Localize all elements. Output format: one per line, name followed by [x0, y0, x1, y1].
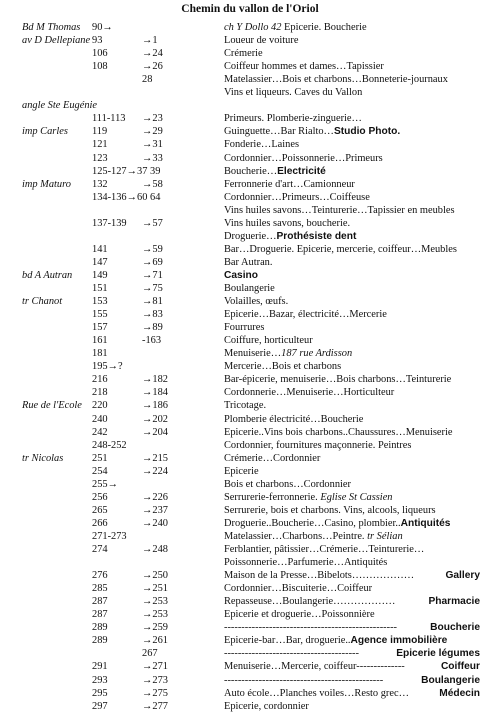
description-text: Menuiserie… — [224, 348, 282, 360]
business-highlight-right: Gallery — [445, 570, 480, 582]
description-text: tr Sélian — [367, 530, 403, 542]
description-text: Guinguette…Bar Rialto… — [224, 126, 334, 138]
new-number: →71 — [142, 269, 163, 281]
old-number: 240 — [92, 413, 108, 425]
description-text: Loueur de voiture — [224, 35, 299, 47]
old-number: 254 — [92, 465, 108, 477]
old-number: 132 — [92, 178, 108, 190]
old-number: 216 — [92, 374, 108, 386]
new-number: →253 — [142, 596, 168, 608]
description-text: Bar-épicerie, menuiserie…Bois charbons…Teinturerie — [224, 374, 452, 386]
old-number: 251 — [92, 452, 108, 464]
description-text: Boucherie… — [224, 165, 278, 177]
description-text: -------------------------------------------------- — [224, 622, 398, 634]
old-number: 265 — [92, 504, 108, 516]
description-text: Vins et liqueurs. Caves du Vallon — [224, 87, 363, 99]
description-text: Cordonnier, fournitures maçonnerie. Peintres — [224, 439, 412, 451]
new-number: →59 — [142, 243, 163, 255]
street-name: av D Dellepiane — [22, 35, 91, 47]
description-text: Ferronnerie d'art…Camionneur — [224, 178, 355, 190]
description-text: Matelassier…Bois et charbons…Bonneterie-journaux — [224, 74, 448, 86]
description-text: Epicerie. Boucherie — [281, 22, 367, 33]
description-text: Vins huiles savons, boucherie. — [224, 217, 351, 229]
new-number: →81 — [142, 296, 163, 308]
old-number: 293 — [92, 674, 108, 686]
description-text: Epicerie et droguerie…Poissonnière — [224, 609, 375, 621]
new-number: →277 — [142, 700, 168, 712]
business-highlight: Electricité — [277, 165, 326, 177]
description-text: Plomberie électricité…Boucherie — [224, 413, 364, 425]
new-number: 28 — [142, 74, 153, 86]
old-number: 134-136→60 64 — [92, 191, 161, 203]
street-name: Bd M Thomas — [22, 22, 81, 33]
old-number: 90→ — [92, 22, 113, 33]
old-number: 242 — [92, 426, 108, 438]
old-number: 291 — [92, 661, 108, 673]
description-text: Cordonnier…Primeurs…Coiffeuse — [224, 191, 370, 203]
street-name: tr Chanot — [22, 296, 63, 308]
new-number: →240 — [142, 517, 168, 529]
description-text: Coiffure, horticulteur — [224, 335, 313, 347]
old-number: 125-127→37 39 — [92, 165, 161, 177]
description-text: Auto école…Planches voiles…Resto grec… — [224, 687, 409, 699]
new-number: →89 — [142, 322, 163, 334]
street-name: angle Ste Eugénie — [22, 100, 98, 112]
old-number: 295 — [92, 687, 108, 699]
new-number: →202 — [142, 413, 168, 425]
description-text: Droguerie..Boucherie…Casino, plombier.. — [224, 517, 401, 529]
business-highlight-right: Boucherie — [430, 622, 480, 634]
new-number: →33 — [142, 152, 163, 164]
description-text: Cordonnier…Poissonnerie…Primeurs — [224, 152, 383, 164]
description-text: Mercerie…Bois et charbons — [224, 361, 342, 373]
business-highlight: Studio Photo. — [333, 126, 401, 138]
new-number: →31 — [142, 139, 163, 151]
old-number: 137-139 — [92, 217, 127, 229]
description-text: Epicerie — [224, 465, 259, 477]
description-text: Ferblantier, pâtissier…Crémerie…Teinturerie… — [224, 544, 425, 555]
old-number: 266 — [92, 517, 108, 529]
new-number: →224 — [142, 465, 168, 477]
description-text: Fourrures — [224, 322, 265, 334]
description-text: Droguerie… — [224, 230, 277, 242]
business-highlight-right: Médecin — [439, 687, 480, 699]
old-number: 111-113 — [92, 113, 126, 125]
new-number: →184 — [142, 387, 168, 399]
old-number: 220 — [92, 400, 108, 412]
old-number: 248-252 — [92, 439, 127, 451]
old-number: 285 — [92, 583, 108, 595]
description-text: Epicerie..Vins bois charbons..Chaussures…Menuiserie — [224, 426, 453, 438]
description-text: Boulangerie — [224, 283, 275, 294]
description-text: ---------------------------------------------- — [224, 674, 384, 686]
old-number: 161 — [92, 335, 108, 347]
new-number: →1 — [142, 35, 158, 47]
description-text: Serrurerie-ferronnerie. — [224, 491, 321, 503]
new-number: 267 — [142, 648, 158, 660]
old-number: 155 — [92, 309, 108, 321]
street-name: tr Nicolas — [22, 452, 64, 464]
description-text: 187 rue Ardisson — [281, 348, 353, 360]
new-number: -163 — [142, 335, 162, 347]
old-number: 153 — [92, 296, 108, 308]
description-text: Crémerie — [224, 48, 263, 60]
description-text: ch Y Dollo 42 — [224, 22, 282, 33]
old-number: 106 — [92, 48, 108, 60]
old-number: 287 — [92, 609, 108, 621]
description-text: Epicerie…Bazar, électricité…Mercerie — [224, 309, 387, 321]
description-text: Coiffeur hommes et dames…Tapissier — [224, 61, 384, 73]
new-number: →23 — [142, 113, 163, 125]
description-text: Poissonnerie…Parfumerie…Antiquités — [224, 557, 388, 569]
new-number: →75 — [142, 283, 163, 294]
business-highlight: Agence immobilière — [350, 635, 448, 647]
description-text: Epicerie-bar…Bar, droguerie.. — [224, 635, 351, 647]
description-text: Bar Autran. — [224, 256, 273, 268]
old-number: 297 — [92, 700, 108, 712]
old-number: 108 — [92, 61, 108, 73]
business-highlight-right: Boulangerie — [421, 674, 480, 686]
business-highlight: Antiquités — [400, 517, 451, 529]
description-text: Primeurs. Plomberie-zinguerie… — [224, 113, 362, 125]
old-number: 274 — [92, 544, 108, 555]
old-number: 141 — [92, 243, 108, 255]
new-number: →271 — [142, 661, 168, 673]
description-text: Matelassier…Charbons…Peintre. — [224, 530, 368, 542]
street-name: bd A Autran — [22, 269, 73, 281]
old-number: 149 — [92, 269, 108, 281]
new-number: →69 — [142, 256, 163, 268]
new-number: →58 — [142, 178, 163, 190]
old-number: 271-273 — [92, 530, 127, 542]
old-number: 119 — [92, 126, 108, 138]
old-number: 255→ — [92, 478, 118, 490]
new-number: →182 — [142, 374, 168, 386]
description-text: Menuiserie…Mercerie, coiffeur-------------- — [224, 661, 405, 673]
description-text: Cordonnerie…Menuiserie…Horticulteur — [224, 387, 395, 399]
new-number: →26 — [142, 61, 163, 73]
new-number: →248 — [142, 544, 168, 555]
table-row — [0, 699, 500, 715]
description-text: Fonderie…Laines — [224, 139, 300, 151]
business-highlight-right: Pharmacie — [428, 596, 480, 608]
description-text: Volailles, œufs. — [224, 296, 289, 308]
new-number: →250 — [142, 570, 168, 582]
old-number: 181 — [92, 348, 108, 360]
old-number: 157 — [92, 322, 108, 334]
new-number: →226 — [142, 491, 168, 503]
new-number: →253 — [142, 609, 168, 621]
old-number: 121 — [92, 139, 108, 151]
street-name: imp Maturo — [22, 178, 71, 190]
new-number: →186 — [142, 400, 168, 412]
new-number: →83 — [142, 309, 163, 321]
new-number: →273 — [142, 674, 168, 686]
new-number: →204 — [142, 426, 168, 438]
business-highlight: Casino — [224, 269, 258, 281]
new-number: →24 — [142, 48, 163, 60]
old-number: 218 — [92, 387, 108, 399]
description-text: Maison de la Presse…Bibelots……………… — [224, 570, 415, 582]
new-number: →29 — [142, 126, 163, 138]
old-number: 289 — [92, 622, 108, 634]
old-number: 256 — [92, 491, 108, 503]
description-text: Vins huiles savons…Teinturerie…Tapissier en meubles — [224, 204, 455, 216]
street-name: imp Carles — [22, 126, 68, 138]
old-number: 123 — [92, 152, 108, 164]
description-text: Epicerie, cordonnier — [224, 700, 309, 712]
description-text: Crémerie…Cordonnier — [224, 452, 321, 464]
old-number: 287 — [92, 596, 108, 608]
street-name: Rue de l'Ecole — [22, 400, 82, 412]
old-number: 289 — [92, 635, 108, 647]
description-text: Bois et charbons…Cordonnier — [224, 478, 351, 490]
new-number: →275 — [142, 687, 168, 699]
old-number: 276 — [92, 570, 108, 582]
old-number: 151 — [92, 283, 108, 294]
new-number: →237 — [142, 504, 168, 516]
old-number: 195→? — [92, 361, 123, 373]
new-number: →261 — [142, 635, 168, 647]
description-text: Cordonnier…Biscuiterie…Coiffeur — [224, 583, 373, 595]
old-number: 93 — [92, 35, 103, 47]
old-number: 147 — [92, 256, 108, 268]
description-text: Repasseuse…Boulangerie……………… — [224, 596, 396, 608]
description-text: Serrurerie, bois et charbons. Vins, alcools, liqueurs — [224, 504, 436, 516]
description-text: Bar…Droguerie. Epicerie, mercerie, coiffeur…Meubles — [224, 243, 457, 255]
business-highlight-right: Epicerie légumes — [396, 648, 480, 660]
shop-description — [224, 699, 309, 715]
description-text: Eglise St Cassien — [320, 491, 393, 503]
business-highlight-right: Coiffeur — [440, 661, 480, 673]
new-number: →57 — [142, 217, 163, 229]
description-text: --------------------------------------- — [224, 648, 359, 660]
business-highlight: Prothésiste dent — [276, 230, 357, 242]
new-number: →251 — [142, 583, 168, 595]
page-title: Chemin du vallon de l'Oriol — [181, 3, 319, 15]
description-text: Tricotage. — [224, 400, 267, 412]
new-number: →215 — [142, 452, 168, 464]
new-number: →259 — [142, 622, 168, 634]
